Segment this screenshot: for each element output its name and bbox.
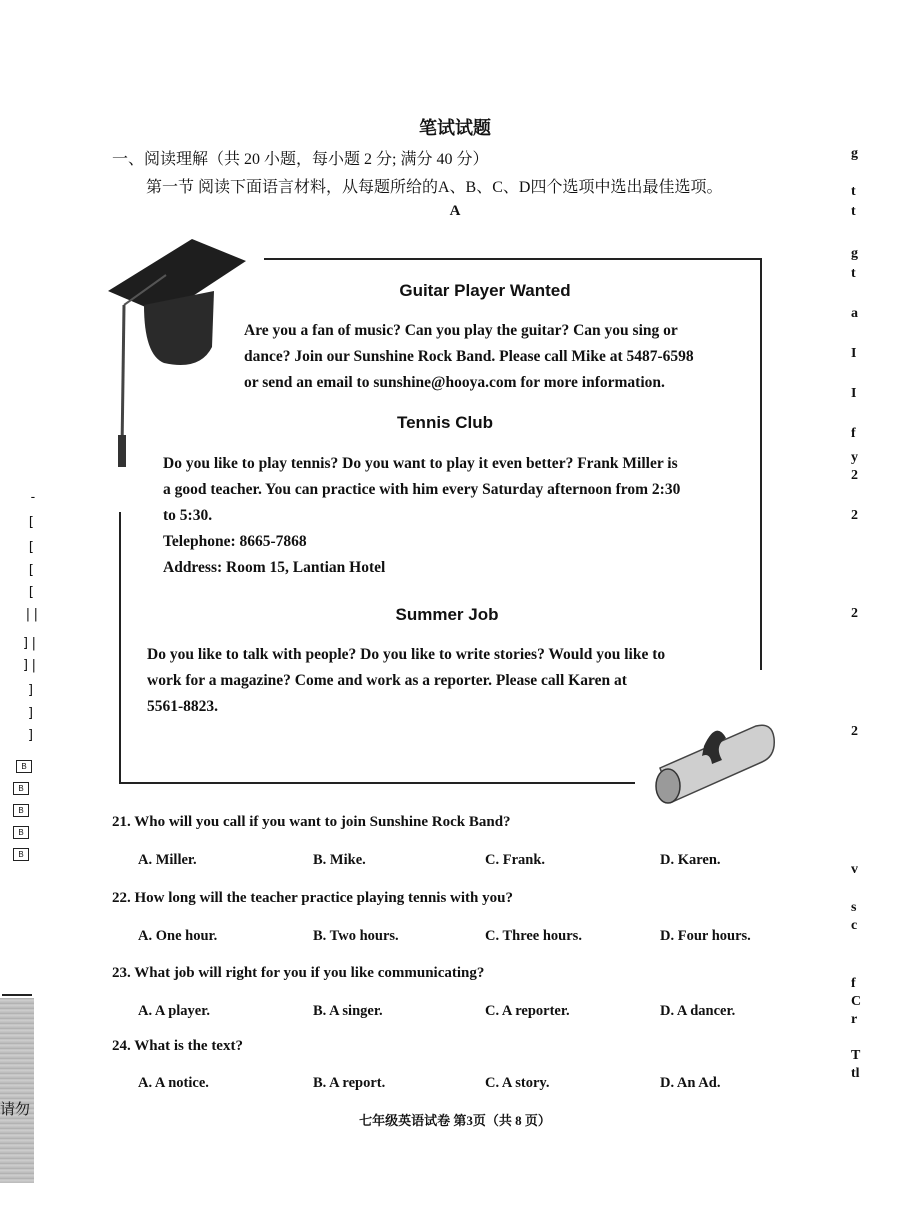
diploma-scroll-icon [652,716,778,808]
section-instruction: 第一节 阅读下面语言材料，从每题所给的A、B、C、D四个选项中选出最佳选项。 [146,179,723,196]
q23-option-b: B. A singer. [313,1003,383,1019]
binding-gray-strip [0,998,34,1183]
frame-bottom [119,782,635,784]
q21-option-d: D. Karen. [660,852,721,868]
graduation-cap-icon [104,235,254,475]
q23-option-c: C. A reporter. [485,1003,570,1019]
q24-option-d: D. An Ad. [660,1075,721,1091]
question-22-stem: 22. How long will the teacher practice playing tennis with you? [112,890,513,906]
question-24-stem: 24. What is the text? [112,1038,243,1054]
frame-right [760,258,762,670]
page-footer: 七年级英语试卷 第3页（共 8 页） [359,1113,551,1128]
tennis-ad-heading: Tennis Club [396,413,493,432]
passage-label: A [449,203,461,219]
q22-option-b: B. Two hours. [313,928,399,944]
guitar-ad-text: Are you a fan of music? Can you play the guitar? Can you sing or dance? Join our Sunshine Rock Band. Please call Mike at 5487-6598 or send an email to sunshine@hooya.com for more information. [244,322,694,391]
q22-option-c: C. Three hours. [485,928,582,944]
question-21-stem: 21. Who will you call if you want to join Sunshine Rock Band? [112,814,511,830]
q22-option-d: D. Four hours. [660,928,751,944]
question-23-stem: 23. What job will right for you if you like communicating? [112,965,485,981]
q24-option-a: A. A notice. [138,1075,209,1091]
q23-option-a: A. A player. [138,1003,210,1019]
binding-side-text: 请勿 [0,1100,31,1118]
page-title: 笔试试题 [419,118,491,138]
strip-rule [2,994,32,996]
q21-option-c: C. Frank. [485,852,546,868]
q24-option-c: C. A story. [485,1075,550,1091]
q22-option-a: A. One hour. [138,928,218,944]
q23-option-d: D. A dancer. [660,1003,736,1019]
q21-option-b: B. Mike. [313,852,366,868]
frame-left [119,512,121,784]
frame-top [264,258,762,260]
guitar-ad-heading: Guitar Player Wanted [399,281,571,300]
summer-job-ad-heading: Summer Job [395,605,499,624]
tennis-ad-text: Do you like to play tennis? Do you want to play it even better? Frank Miller is a good teacher. You can practice with him every Saturday afternoon from 2:30 to 5:30. Telephone: 8665-7868 Address: Room 15, Lantian Hotel [163,455,681,576]
q21-option-a: A. Miller. [138,852,197,868]
q24-option-b: B. A report. [313,1075,386,1091]
section-heading: 一、阅读理解（共 20 小题，每小题 2 分; 满分 40 分） [112,151,489,168]
summer-job-ad-text: Do you like to talk with people? Do you like to write stories? Would you like to work for a magazine? Come and work as a reporter. Please call Karen at 5561-8823. [147,646,666,715]
